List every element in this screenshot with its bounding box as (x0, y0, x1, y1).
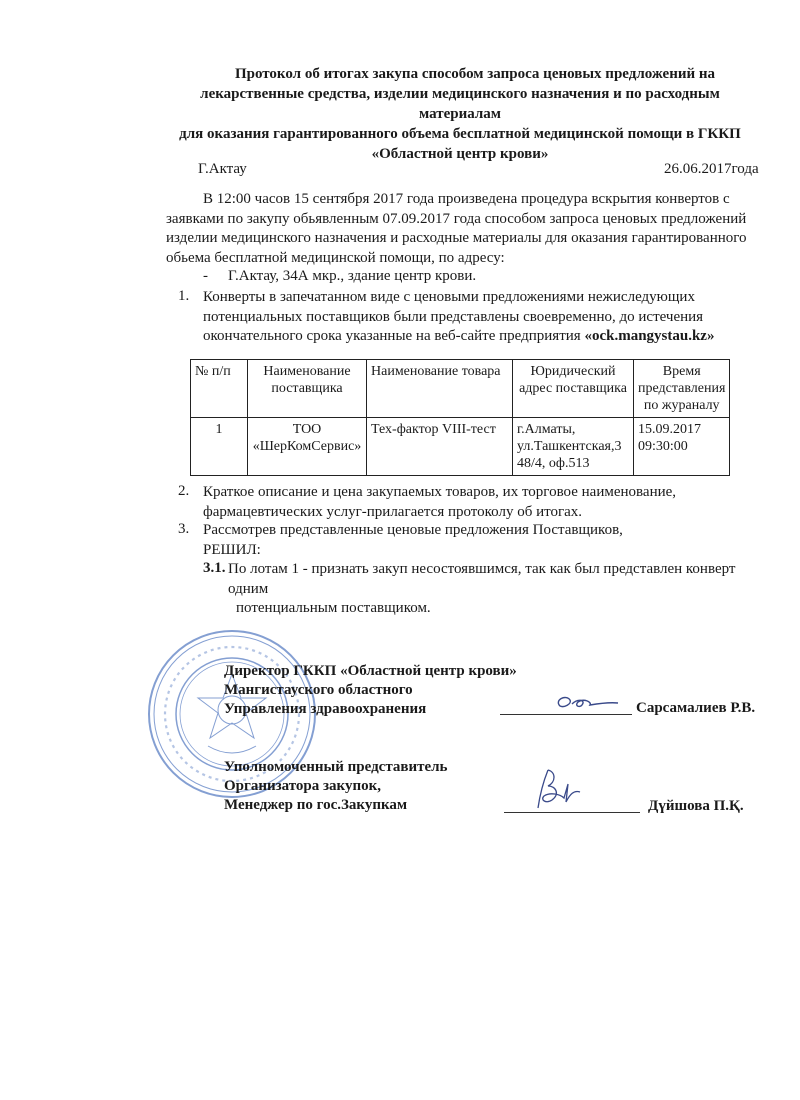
supplier-address (513, 418, 634, 476)
item-2-text (203, 483, 763, 522)
item-2-line: Краткое описание и цена закупаемых товаров, их торговое наименование, (203, 484, 677, 500)
item-2-line: фармацевтических услуг-прилагается протоколу об итогах. (203, 503, 583, 520)
supplier-address-line: г.Алматы, (517, 422, 576, 437)
header-cell-line: Наименование (263, 364, 351, 379)
intro-line: В 12:00 часов 15 сентября 2017 года произведена процедура вскрытия конвертов с (203, 191, 730, 207)
representative-title-line: Менеджер по гос.Закупкам (224, 797, 408, 813)
intro-paragraph (166, 190, 766, 268)
intro-line: изделии медицинского назначения и расходные материалы для оказания гарантированного (166, 230, 747, 246)
table-row (191, 418, 730, 476)
document-title (160, 64, 760, 164)
intro-line: заявками по закупу обьявленным 07.09.2017 года способом запроса ценовых предложений (166, 210, 747, 227)
header-cell-line: поставщика (271, 381, 343, 396)
title-line: Протокол об итогах закупа способом запроса ценовых предложений на (234, 66, 716, 82)
product-name: Тех-фактор VIII-тест (367, 418, 513, 476)
supplier-address-line: 48/4, оф.513 (517, 456, 590, 471)
supplier-name-line: ТОО (292, 422, 322, 437)
representative-title (224, 758, 448, 815)
document-date: 26.06.2017года (664, 161, 759, 177)
director-title (224, 662, 517, 719)
title-line: лекарственные средства, изделии медицинского назначения и по расходным материалам (200, 86, 720, 122)
header-cell: Наименование товара (367, 360, 513, 418)
sub-item-line: потенциальным поставщиком. (236, 600, 431, 616)
supplier-name (248, 418, 367, 476)
header-cell-line: адрес поставщика (519, 381, 627, 396)
submission-time-line: 15.09.2017 (638, 422, 701, 437)
item-1-text (203, 288, 763, 347)
director-title-line: Мангистауского областного (224, 682, 413, 698)
header-cell: № п/п (191, 360, 248, 418)
item-1-line: потенциальных поставщиков были представлены своевременно, до истечения (203, 308, 704, 325)
header-cell (248, 360, 367, 418)
submission-time-line: 09:30:00 (638, 439, 688, 454)
representative-name: Дүйшова П.Қ. (648, 798, 744, 814)
title-line: «Областной центр крови» (371, 146, 549, 162)
city: Г.Актау (198, 161, 247, 177)
title-line: для оказания гарантированного объема бесплатной медицинской помощи в ГККП (179, 126, 741, 142)
item-1-line: Конверты в запечатанном виде с ценовыми предложениями нежиcледующих (203, 289, 695, 305)
item-3-text (203, 521, 763, 560)
header-cell (513, 360, 634, 418)
intro-line: обьема бесплатной медицинской помощи, по адресу: (166, 249, 505, 266)
header-cell-line: представления (638, 381, 726, 396)
signature-line (504, 812, 640, 813)
representative-title-line: Организатора закупок, (224, 778, 382, 794)
director-title-line: Директор ГККП «Областной центр крови» (224, 663, 517, 679)
header-cell-line: Юридический (530, 364, 616, 379)
director-title-line: Управления здравоохранения (224, 701, 427, 717)
sub-item-line: По лотам 1 - признать закуп несостоявшимся, так как был представлен конверт одним (228, 561, 736, 597)
item-3-line: Рассмотрев представленные ценовые предложения Поставщиков, (203, 522, 623, 538)
item-number: 1. (178, 288, 190, 304)
representative-title-line: Уполномоченный представитель (224, 759, 448, 775)
director-signature-icon (552, 690, 622, 716)
table-header-row (191, 360, 730, 418)
header-cell-line: по жураналу (643, 398, 720, 413)
header-cell (634, 360, 730, 418)
decision-heading: РЕШИЛ: (203, 541, 261, 558)
item-number: 2. (178, 483, 190, 499)
sub-item-text (228, 560, 768, 619)
website-link[interactable]: «ock.mangystau.kz» (584, 328, 715, 344)
supplier-address-line: ул.Ташкентская,3 (517, 439, 622, 454)
header-cell-line: Время (662, 364, 701, 379)
address: Г.Актау, 34А мкр., здание центр крови. (228, 268, 477, 284)
representative-signature-icon (526, 764, 586, 812)
item-1-last-line: окончательного срока указанные на веб-сайте предприятия (203, 328, 585, 344)
sub-item-number: 3.1. (203, 560, 226, 576)
director-name: Сарсамалиев Р.В. (636, 700, 756, 716)
address-bullet: - (203, 268, 208, 284)
item-1-line (203, 327, 763, 347)
supplier-name-line: «ШерКомСервис» (252, 439, 362, 454)
item-number: 3. (178, 521, 190, 537)
submission-time (634, 418, 730, 476)
suppliers-table (190, 359, 730, 476)
row-number: 1 (191, 418, 248, 476)
